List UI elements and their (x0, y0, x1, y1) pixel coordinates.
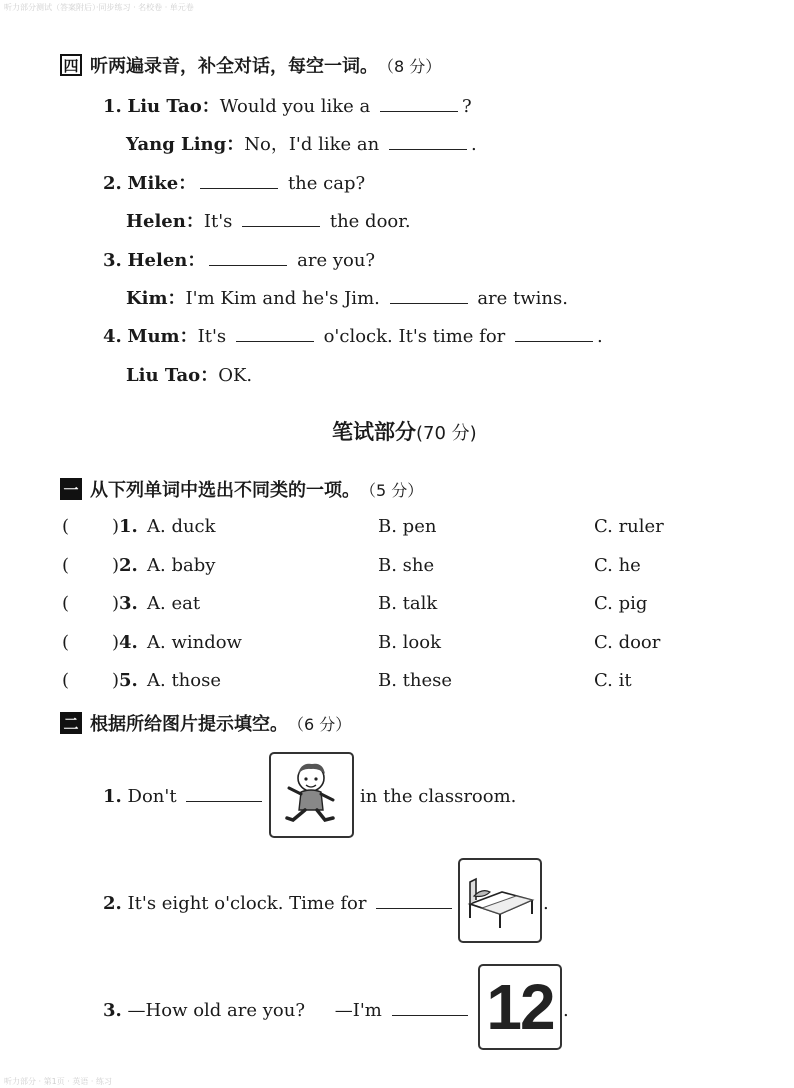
running-boy-icon (271, 754, 352, 836)
section2-badge: 二 (60, 712, 82, 734)
answer-paren-close: ) (112, 516, 120, 537)
bed-picture (458, 858, 542, 943)
speaker-label: Liu Tao： (126, 365, 219, 386)
item-number: 2. (103, 893, 122, 914)
dialogue-text: It's (197, 326, 227, 347)
answer-paren-open[interactable]: ( (62, 555, 70, 576)
option-c: C. ruler (594, 516, 664, 537)
dialogue-text: Would you like a (219, 96, 371, 117)
answer-paren-close: ) (112, 593, 120, 614)
bed-icon (460, 860, 540, 941)
item-number: 3. (103, 250, 122, 271)
dialogue-text: the cap? (287, 173, 366, 194)
prompt-text: —How old are you? (127, 1000, 305, 1021)
question-label (112, 555, 138, 576)
option-b: B. she (378, 555, 435, 576)
option-c: C. he (594, 555, 641, 576)
option-a: A. window (147, 632, 242, 653)
dialogue-line (126, 130, 477, 156)
answer-paren-open[interactable]: ( (62, 516, 70, 537)
prompt-text: in the classroom. (360, 786, 517, 807)
section1-badge: 一 (60, 478, 82, 500)
fill-line-after (360, 786, 516, 807)
prompt-text: . (543, 893, 549, 914)
item-number: 2. (119, 555, 138, 576)
dialogue-text: ? (462, 96, 472, 117)
fill-line-after (543, 893, 549, 914)
option-c: C. it (594, 670, 632, 691)
speaker-label: Mike： (127, 173, 197, 194)
speaker-label: Kim： (126, 288, 186, 309)
dialogue-line (126, 284, 568, 310)
speaker-label: Yang Ling： (126, 134, 245, 155)
fill-line-after (563, 1000, 569, 1021)
written-part-score: (70 分) (416, 423, 477, 444)
answer-blank[interactable] (236, 340, 314, 342)
option-a: A. eat (147, 593, 201, 614)
dialogue-line (103, 246, 375, 272)
prompt-text: . (563, 1000, 569, 1021)
fill-line (103, 893, 456, 914)
answer-paren-open[interactable]: ( (62, 670, 70, 691)
question-label (112, 516, 138, 537)
speaker-label: Mum： (127, 326, 198, 347)
dialogue-line (126, 361, 252, 387)
option-a: A. duck (147, 516, 216, 537)
dialogue-text: are twins. (477, 288, 568, 309)
question-label (112, 632, 138, 653)
speaker-label: Helen： (126, 211, 204, 232)
picture-number: 12 (486, 971, 554, 1043)
option-b: B. these (378, 670, 453, 691)
option-b: B. look (378, 632, 442, 653)
dialogue-line (103, 322, 603, 348)
section4-heading (60, 52, 441, 78)
answer-paren-close: ) (112, 670, 120, 691)
item-number: 1. (103, 96, 122, 117)
footer-note: 听力部分 · 第1页 · 英语 · 练习 (4, 1077, 112, 1086)
dialogue-text: OK. (218, 365, 253, 386)
item-number: 2. (103, 173, 122, 194)
written-part-label: 笔试部分 (332, 420, 416, 444)
section1-score: （5 分） (360, 480, 424, 500)
answer-paren-open[interactable]: ( (62, 593, 70, 614)
answer-blank[interactable] (186, 800, 262, 802)
item-number: 1. (103, 786, 122, 807)
answer-blank[interactable] (390, 302, 468, 304)
section2-score: （6 分） (288, 714, 352, 734)
speaker-label: Helen： (127, 250, 206, 271)
header-note: 听力部分测试（答案附后）·同步练习 · 名校卷 · 单元卷 (4, 3, 194, 12)
running-boy-picture (269, 752, 354, 838)
dialogue-text: It's (203, 211, 233, 232)
answer-blank[interactable] (209, 264, 287, 266)
dialogue-text: o'clock. It's time for (323, 326, 506, 347)
option-c: C. pig (594, 593, 648, 614)
prompt-text: —I'm (334, 1000, 382, 1021)
section4-badge: 四 (60, 54, 82, 76)
answer-blank[interactable] (376, 907, 452, 909)
number-picture (478, 964, 562, 1050)
dialogue-text: No，I'd like an (244, 134, 380, 155)
option-a: A. baby (147, 555, 216, 576)
answer-blank[interactable] (200, 187, 278, 189)
speaker-label: Liu Tao： (127, 96, 220, 117)
dialogue-text: . (470, 134, 477, 155)
option-b: B. pen (378, 516, 437, 537)
fill-line (103, 786, 266, 807)
answer-blank[interactable] (515, 340, 593, 342)
dialogue-line (103, 169, 365, 195)
answer-blank[interactable] (242, 225, 320, 227)
answer-paren-close: ) (112, 555, 120, 576)
answer-blank[interactable] (392, 1014, 468, 1016)
item-number: 3. (119, 593, 138, 614)
written-part-title (332, 416, 477, 446)
item-number: 3. (103, 1000, 122, 1021)
section1-heading (60, 476, 423, 502)
option-b: B. talk (378, 593, 438, 614)
question-label (112, 593, 138, 614)
section2-title: 根据所给图片提示填空。 (90, 714, 288, 735)
section2-heading (60, 710, 351, 736)
answer-paren-close: ) (112, 632, 120, 653)
section4-score: （8 分） (378, 56, 442, 76)
answer-blank[interactable] (389, 148, 467, 150)
section1-title: 从下列单词中选出不同类的一项。 (90, 480, 360, 501)
section4-title: 听两遍录音，补全对话，每空一词。 (90, 56, 378, 77)
answer-paren-open[interactable]: ( (62, 632, 70, 653)
question-label (112, 670, 138, 691)
item-number: 5. (119, 670, 138, 691)
option-c: C. door (594, 632, 661, 653)
dialogue-text: I'm Kim and he's Jim. (185, 288, 380, 309)
dialogue-text: . (597, 326, 603, 347)
option-a: A. those (147, 670, 221, 691)
prompt-text: It's eight o'clock. Time for (127, 893, 367, 914)
dialogue-text: are you? (297, 250, 376, 271)
prompt-text: Don't (127, 786, 177, 807)
item-number: 4. (103, 326, 122, 347)
dialogue-line (126, 207, 411, 233)
item-number: 1. (119, 516, 138, 537)
fill-line (103, 1000, 472, 1021)
answer-blank[interactable] (380, 110, 458, 112)
item-number: 4. (119, 632, 138, 653)
dialogue-text: the door. (329, 211, 411, 232)
dialogue-line (103, 92, 472, 118)
